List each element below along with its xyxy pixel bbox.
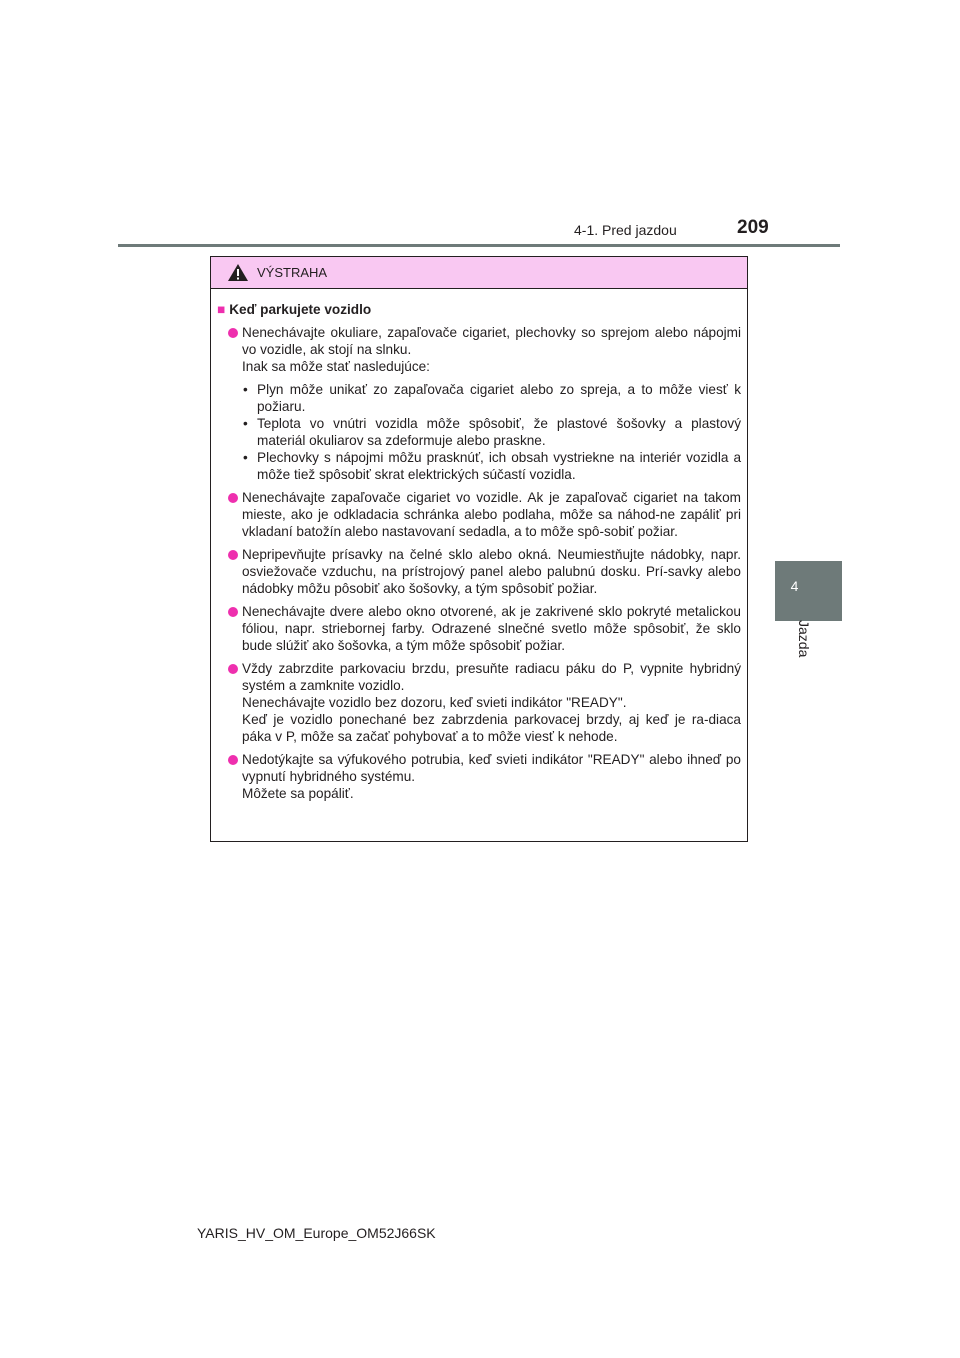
warning-sub-item <box>242 449 741 483</box>
chapter-number: 4 <box>790 578 799 594</box>
warning-bullet-text <box>242 324 741 375</box>
page-number: 209 <box>737 217 769 238</box>
warning-bullet-list <box>217 324 741 802</box>
warning-sub-item <box>242 415 741 449</box>
warning-section-title <box>217 301 741 318</box>
bullet-dot-icon <box>228 755 238 765</box>
warning-section-title-text: Keď parkujete vozidlo <box>229 302 372 317</box>
warning-bullet-line: Nepripevňujte prísavky na čelné sklo alebo okná. Neumiestňujte nádobky, napr. osviežovače vzduchu, na prístrojový panel alebo palubnú dosku. Prí-savky alebo nádobky môžu pôsobiť ako šošovky, a tým spôsobiť požiar. <box>242 547 741 596</box>
warning-sub-list <box>242 381 741 483</box>
warning-sub-item <box>242 381 741 415</box>
warning-bullet-line: Nenechávajte dvere alebo okno otvorené, ak je zakrivené sklo pokryté metalickou fóliou, napr. striebornej farby. Odrazené slnečné svetlo môže spôsobiť, že sklo bude slúžiť ako šošovka, a tým môže spôsobiť požiar. <box>242 604 741 653</box>
square-bullet-icon: ■ <box>217 302 226 317</box>
warning-title: VÝSTRAHA <box>257 265 328 280</box>
warning-bullet-line: Inak sa môže stať nasledujúce: <box>242 359 430 374</box>
header-rule <box>118 244 840 247</box>
bullet-dot-icon <box>228 493 238 503</box>
warning-bullet-line: Keď je vozidlo ponechané bez zabrzdenia parkovacej brzdy, aj keď je ra-diaca páka v P, môže sa začať pohybovať a to môže viesť k nehode. <box>242 712 741 744</box>
warning-bullet-line: Nenechávajte okuliare, zapaľovače cigariet, plechovky so sprejom alebo nápojmi vo vozidle, ak stojí na slnku. <box>242 325 741 357</box>
bullet-dot-icon <box>228 550 238 560</box>
warning-bullet-text <box>242 603 741 654</box>
warning-sub-item-text: Plyn môže unikať zo zapaľovača cigariet alebo zo spreja, a to môže viesť k požiaru. <box>257 382 741 414</box>
warning-bullet <box>217 603 741 654</box>
warning-bullet-text <box>242 751 741 802</box>
warning-content <box>211 289 747 802</box>
warning-bullet <box>217 324 741 483</box>
bullet-dot-icon <box>228 607 238 617</box>
warning-sub-item-text: Plechovky s nápojmi môžu prasknúť, ich obsah vystriekne na interiér vozidla a môže tiež spôsobiť skrat elektrických súčastí vozidla. <box>257 450 741 482</box>
bullet-dot-icon <box>228 664 238 674</box>
warning-bullet-text <box>242 546 741 597</box>
bullet-dot-icon <box>228 328 238 338</box>
warning-bullet <box>217 751 741 802</box>
warning-bullet-line: Môžete sa popáliť. <box>242 786 354 801</box>
warning-bullet-line: Nedotýkajte sa výfukového potrubia, keď svieti indikátor "READY" alebo ihneď po vypnutí hybridného systému. <box>242 752 741 784</box>
sub-bullet-icon: • <box>243 382 248 397</box>
warning-box <box>210 256 748 842</box>
warning-bullet-line: Vždy zabrzdite parkovaciu brzdu, presuňte radiacu páku do P, vypnite hybridný systém a zamknite vozidlo. <box>242 661 741 693</box>
warning-sub-item-text: Teplota vo vnútri vozidla môže spôsobiť, že plastové šošovky a plastový materiál okuliarov sa zdeformuje alebo praskne. <box>257 416 741 448</box>
warning-bullet-text <box>242 489 741 540</box>
warning-bullet <box>217 546 741 597</box>
warning-bullet-text <box>242 660 741 745</box>
sub-bullet-icon: • <box>243 450 248 465</box>
warning-bullet-line: Nenechávajte zapaľovače cigariet vo vozidle. Ak je zapaľovač cigariet na takom mieste, ako je odkladacia schránka alebo podlaha, môže sa náhod-ne zapáliť pri vkladaní batožín alebo nastavovaní sedadla, a to môže spô-sobiť požiar. <box>242 490 741 539</box>
section-title: 4-1. Pred jazdou <box>574 222 677 238</box>
chapter-label: Jazda <box>796 620 812 658</box>
warning-bullet <box>217 489 741 540</box>
warning-header <box>211 257 747 289</box>
sub-bullet-icon: • <box>243 416 248 431</box>
document-id: YARIS_HV_OM_Europe_OM52J66SK <box>197 1225 436 1241</box>
warning-triangle-icon <box>227 263 249 282</box>
warning-bullet <box>217 660 741 745</box>
warning-bullet-line: Nenechávajte vozidlo bez dozoru, keď svieti indikátor "READY". <box>242 695 627 710</box>
